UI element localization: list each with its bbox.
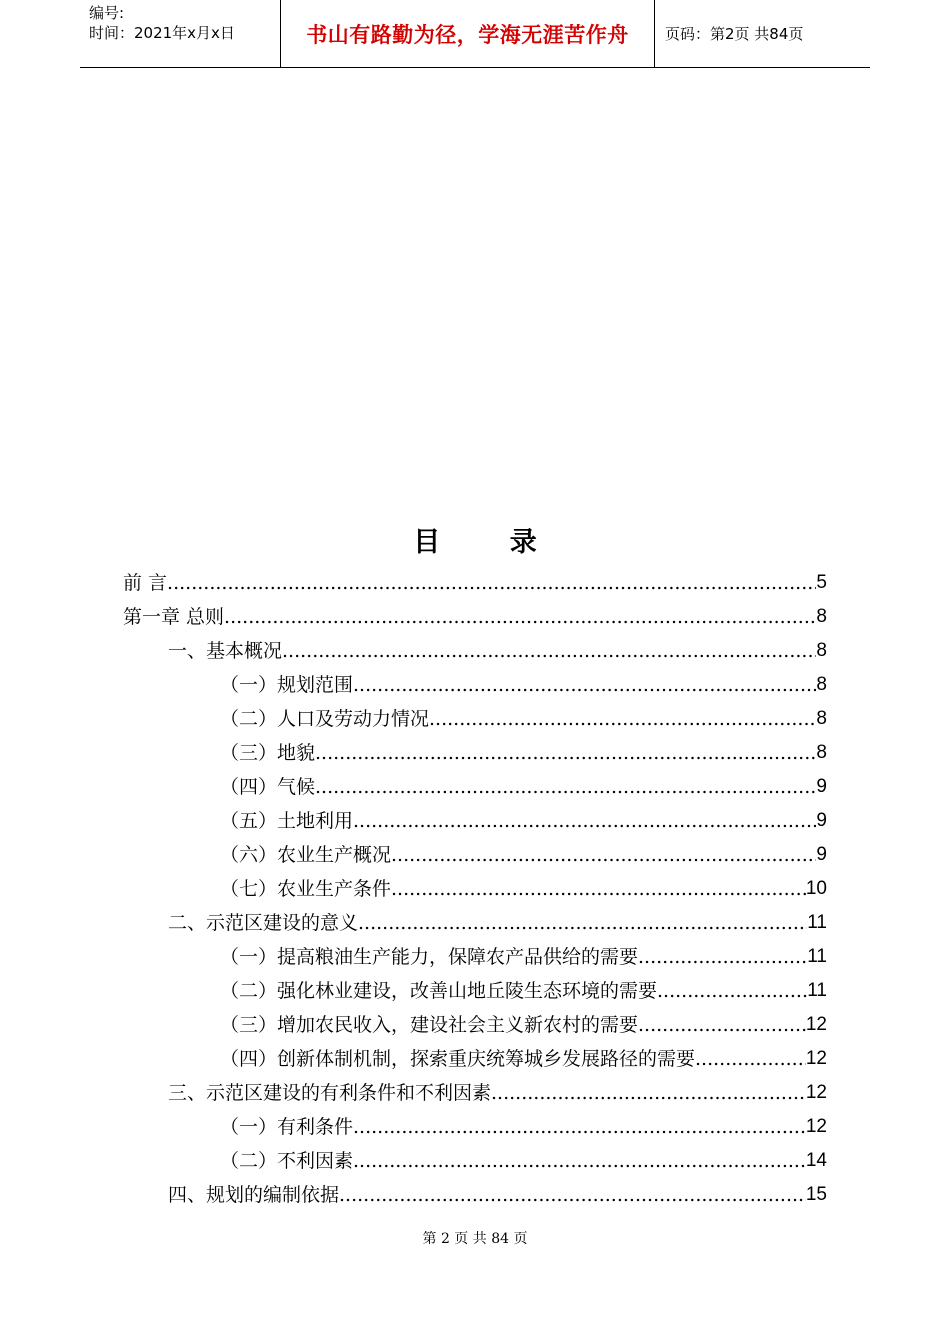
- toc-entry[interactable]: （三）地貌 ..... 8: [123, 730, 827, 764]
- toc-entry[interactable]: （四）气候 ..... 9: [123, 764, 827, 798]
- leader-dots: [491, 1082, 806, 1104]
- toc-entry[interactable]: （二）不利因素 ..... 14: [123, 1138, 827, 1172]
- leader-dots: [224, 606, 816, 628]
- toc-entry[interactable]: （一）提高粮油生产能力，保障农产品供给的需要 ..... 11: [123, 934, 827, 968]
- toc-entry[interactable]: （六）农业生产概况 ..... 9: [123, 832, 827, 866]
- leader-dots: [282, 640, 816, 662]
- page-header: [80, 0, 870, 68]
- leader-dots: [353, 1150, 806, 1172]
- document-time-label: 时间：2021年x月x日: [89, 24, 235, 42]
- leader-dots: [315, 776, 816, 798]
- leader-dots: [391, 878, 806, 900]
- toc-entry[interactable]: （一）规划范围 ..... 8: [123, 662, 827, 696]
- toc-entry[interactable]: （二）强化林业建设，改善山地丘陵生态环境的需要 ..... 11: [123, 968, 827, 1002]
- leader-dots: [315, 742, 816, 764]
- leader-dots: [695, 1048, 806, 1070]
- toc-entry[interactable]: 四、规划的编制依据 ..... 15: [123, 1172, 827, 1206]
- leader-dots: [391, 844, 816, 866]
- header-motto: 书山有路勤为径，学海无涯苦作舟: [281, 0, 655, 67]
- toc-entry[interactable]: 一、基本概况 ..... 8: [123, 628, 827, 662]
- leader-dots: [353, 810, 816, 832]
- leader-dots: [638, 1014, 806, 1036]
- leader-dots: [353, 674, 816, 696]
- leader-dots: [339, 1184, 806, 1206]
- leader-dots: [657, 980, 807, 1002]
- toc-entry[interactable]: 二、示范区建设的意义 ..... 11: [123, 900, 827, 934]
- table-of-contents: [123, 560, 827, 1206]
- toc-entry[interactable]: （五）土地利用 ..... 9: [123, 798, 827, 832]
- leader-dots: [638, 946, 807, 968]
- toc-entry[interactable]: （三）增加农民收入，建设社会主义新农村的需要 ..... 12: [123, 1002, 827, 1036]
- toc-entry[interactable]: 前 言 ..... 5: [123, 560, 827, 594]
- header-page-info: 页码：第2页 共84页: [665, 25, 804, 43]
- leader-dots: [167, 572, 816, 594]
- page-footer: 第 2 页 共 84 页: [422, 1231, 528, 1247]
- toc-entry[interactable]: （七）农业生产条件 ..... 10: [123, 866, 827, 900]
- toc-entry[interactable]: 三、示范区建设的有利条件和不利因素 ..... 12: [123, 1070, 827, 1104]
- toc-entry[interactable]: 第一章 总则 ..... 8: [123, 594, 827, 628]
- header-meta: [80, 0, 281, 67]
- document-number-label: 编号:: [89, 4, 125, 22]
- toc-entry[interactable]: （一）有利条件 ..... 12: [123, 1104, 827, 1138]
- toc-entry[interactable]: （四）创新体制机制，探索重庆统筹城乡发展路径的需要 ..... 12: [123, 1036, 827, 1070]
- toc-title: 目 录: [413, 527, 567, 558]
- toc-entry[interactable]: （二）人口及劳动力情况 ..... 8: [123, 696, 827, 730]
- leader-dots: [429, 708, 816, 730]
- leader-dots: [353, 1116, 806, 1138]
- leader-dots: [358, 912, 807, 934]
